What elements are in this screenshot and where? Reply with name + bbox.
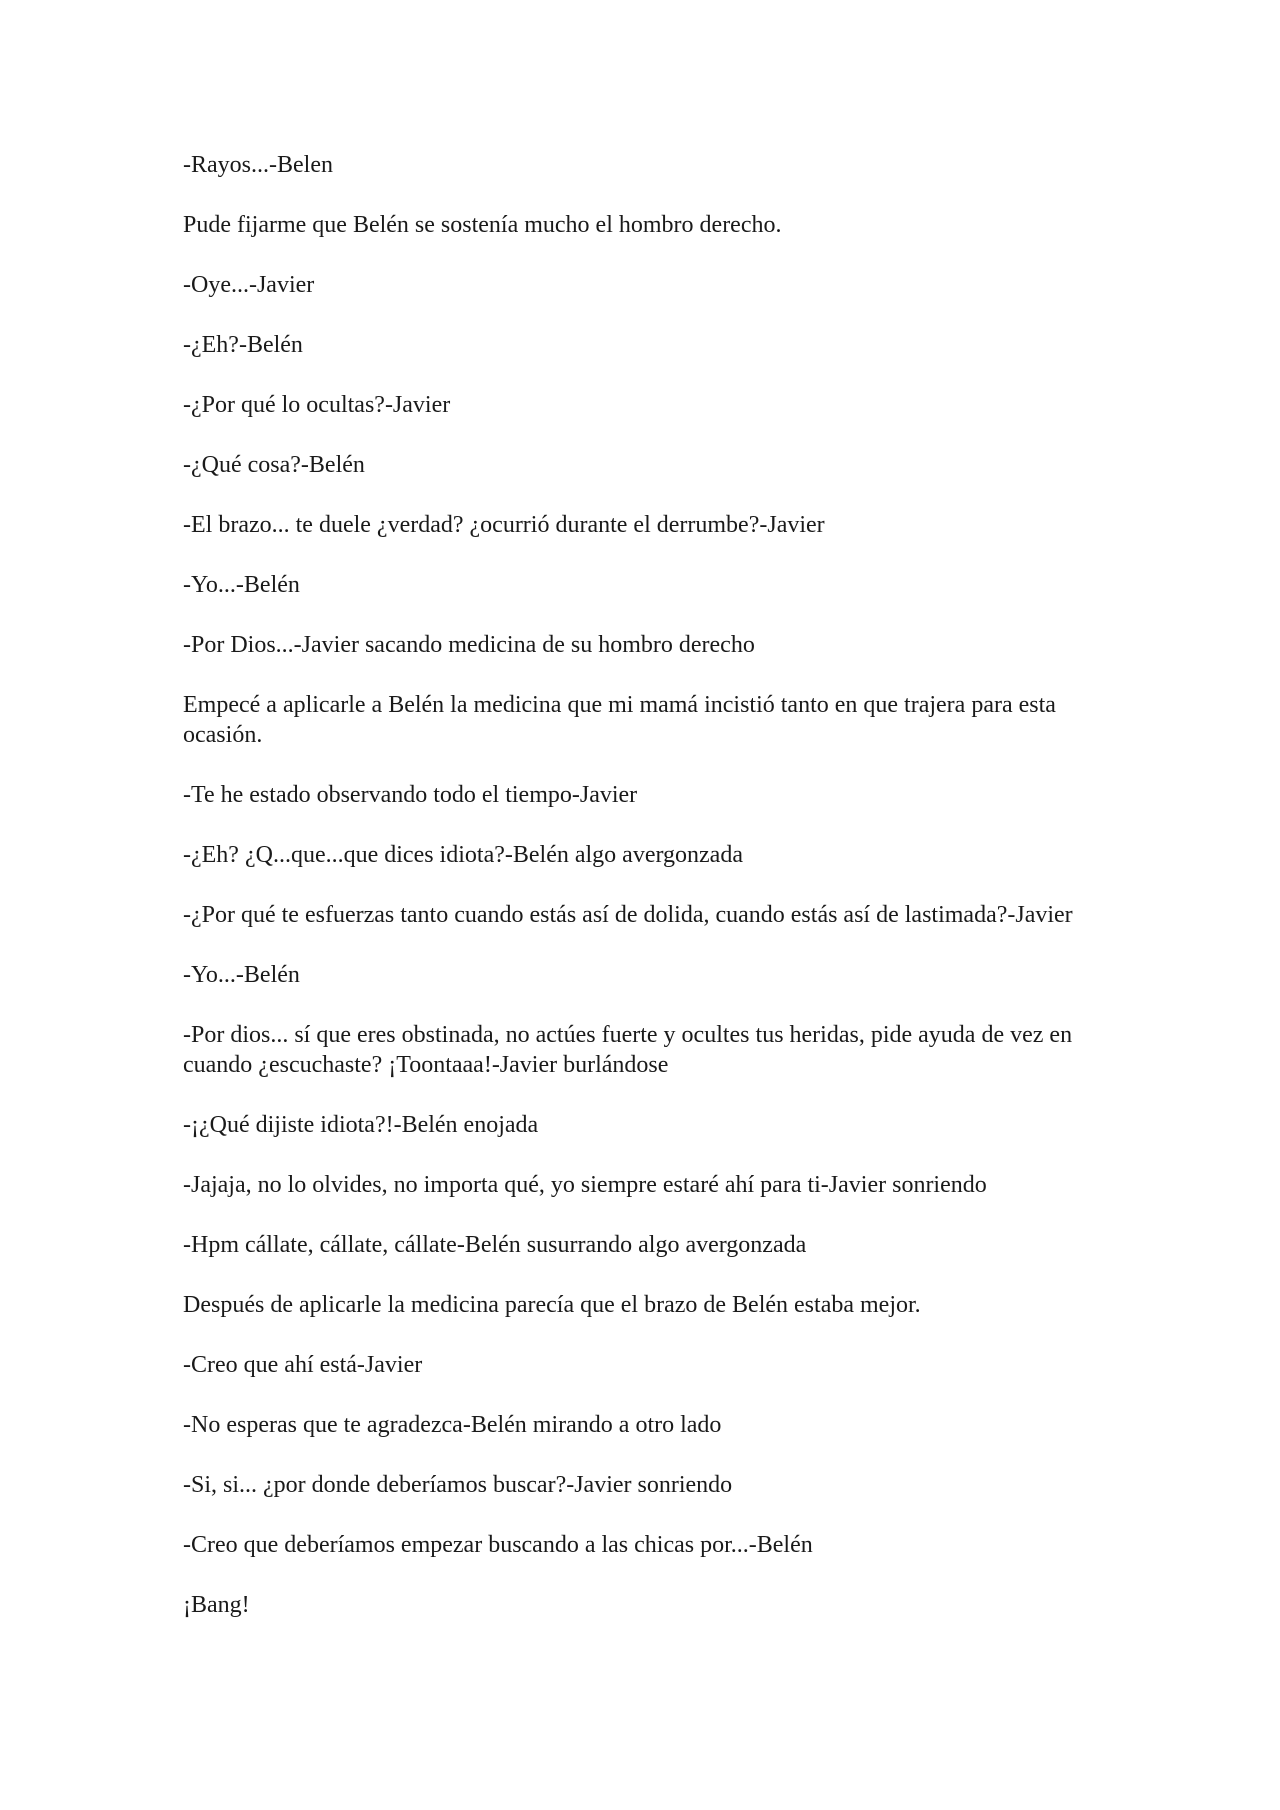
paragraph: -Hpm cállate, cállate, cállate-Belén susurrando algo avergonzada [183,1232,807,1258]
paragraph: -Creo que ahí está-Javier [183,1352,423,1378]
paragraph: -Rayos...-Belen [183,152,333,178]
paragraph: -Jajaja, no lo olvides, no importa qué, yo siempre estaré ahí para ti-Javier sonriendo [183,1172,987,1198]
paragraph: ¡Bang! [183,1592,250,1618]
paragraph: -Por dios... sí que eres obstinada, no actúes fuerte y ocultes tus heridas, pide ayuda de vez en cuando ¿escuchaste? ¡Toontaaa!-Javier burlándose [183,1022,1073,1078]
paragraph: -No esperas que te agradezca-Belén mirando a otro lado [183,1412,722,1438]
paragraph: -Creo que deberíamos empezar buscando a las chicas por...-Belén [183,1532,813,1558]
paragraph: -¿Por qué lo ocultas?-Javier [183,392,451,418]
paragraph: -Te he estado observando todo el tiempo-Javier [183,782,638,808]
paragraph: -¿Eh?-Belén [183,332,303,358]
paragraph: -Oye...-Javier [183,272,315,298]
paragraph: -¿Por qué te esfuerzas tanto cuando estás así de dolida, cuando estás así de lastimada?-Javier [183,902,1073,928]
paragraph: -Si, si... ¿por donde deberíamos buscar?-Javier sonriendo [183,1472,733,1498]
paragraph: -¡¿Qué dijiste idiota?!-Belén enojada [183,1112,539,1138]
paragraph: -¿Qué cosa?-Belén [183,452,365,478]
paragraph: -Yo...-Belén [183,962,300,988]
paragraph: Después de aplicarle la medicina parecía que el brazo de Belén estaba mejor. [183,1292,921,1318]
paragraph: Empecé a aplicarle a Belén la medicina que mi mamá incistió tanto en que trajera para esta ocasión. [183,692,1056,748]
paragraph: -¿Eh? ¿Q...que...que dices idiota?-Belén algo avergonzada [183,842,743,868]
paragraph: -Yo...-Belén [183,572,300,598]
paragraph: Pude fijarme que Belén se sostenía mucho el hombro derecho. [183,212,782,238]
document-body [183,150,1103,1650]
paragraph: -El brazo... te duele ¿verdad? ¿ocurrió durante el derrumbe?-Javier [183,512,825,538]
paragraph: -Por Dios...-Javier sacando medicina de su hombro derecho [183,632,755,658]
